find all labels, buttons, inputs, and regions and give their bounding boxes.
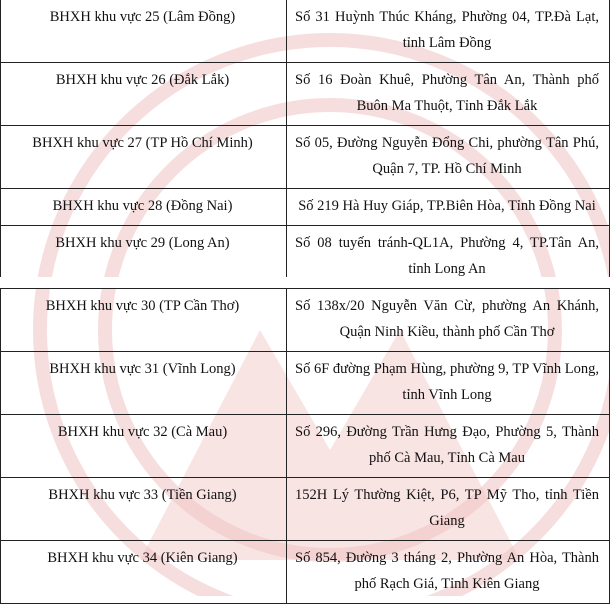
table-row (1, 63, 610, 126)
table-row (1, 541, 610, 604)
address-cell: Số 05, Đường Nguyễn Đổng Chi, phường Tân Phú, Quận 7, TP. Hồ Chí Minh (287, 126, 610, 189)
office-name-cell: BHXH khu vực 29 (Long An) (1, 226, 287, 289)
office-name-cell: BHXH khu vực 30 (TP Cần Thơ) (1, 289, 287, 352)
office-name-cell: BHXH khu vực 25 (Lâm Đồng) (1, 0, 287, 63)
table-row (1, 289, 610, 352)
address-cell: Số 219 Hà Huy Giáp, TP.Biên Hòa, Tỉnh Đồng Nai (287, 189, 610, 226)
table-row (1, 126, 610, 189)
address-cell: Số 854, Đường 3 tháng 2, Phường An Hòa, Thành phố Rạch Giá, Tỉnh Kiên Giang (287, 541, 610, 604)
table-row (1, 0, 610, 63)
address-cell: Số 296, Đường Trần Hưng Đạo, Phường 5, Thành phố Cà Mau, Tỉnh Cà Mau (287, 415, 610, 478)
office-name-cell: BHXH khu vực 34 (Kiên Giang) (1, 541, 287, 604)
address-cell: Số 31 Huỳnh Thúc Kháng, Phường 04, TP.Đà Lạt, tỉnh Lâm Đồng (287, 0, 610, 63)
table-row (1, 352, 610, 415)
office-table-1 (0, 0, 610, 289)
table-row (1, 415, 610, 478)
office-table-2 (0, 288, 610, 604)
office-name-cell: BHXH khu vực 26 (Đắk Lắk) (1, 63, 287, 126)
office-name-cell: BHXH khu vực 31 (Vĩnh Long) (1, 352, 287, 415)
address-cell: Số 138x/20 Nguyễn Văn Cừ, phường An Khánh, Quận Ninh Kiều, thành phố Cần Thơ (287, 289, 610, 352)
office-name-cell: BHXH khu vực 33 (Tiền Giang) (1, 478, 287, 541)
table-gap (0, 277, 610, 288)
table-row (1, 478, 610, 541)
address-cell: Số 16 Đoàn Khuê, Phường Tân An, Thành phố Buôn Ma Thuột, Tỉnh Đắk Lắk (287, 63, 610, 126)
address-cell: 152H Lý Thường Kiệt, P6, TP Mỹ Tho, tỉnh Tiền Giang (287, 478, 610, 541)
address-cell: Số 6F đường Phạm Hùng, phường 9, TP Vĩnh Long, tỉnh Vĩnh Long (287, 352, 610, 415)
office-name-cell: BHXH khu vực 27 (TP Hồ Chí Minh) (1, 126, 287, 189)
address-cell: Số 08 tuyến tránh-QL1A, Phường 4, TP.Tân An, tỉnh Long An (287, 226, 610, 289)
office-name-cell: BHXH khu vực 28 (Đồng Nai) (1, 189, 287, 226)
table-row (1, 189, 610, 226)
office-name-cell: BHXH khu vực 32 (Cà Mau) (1, 415, 287, 478)
